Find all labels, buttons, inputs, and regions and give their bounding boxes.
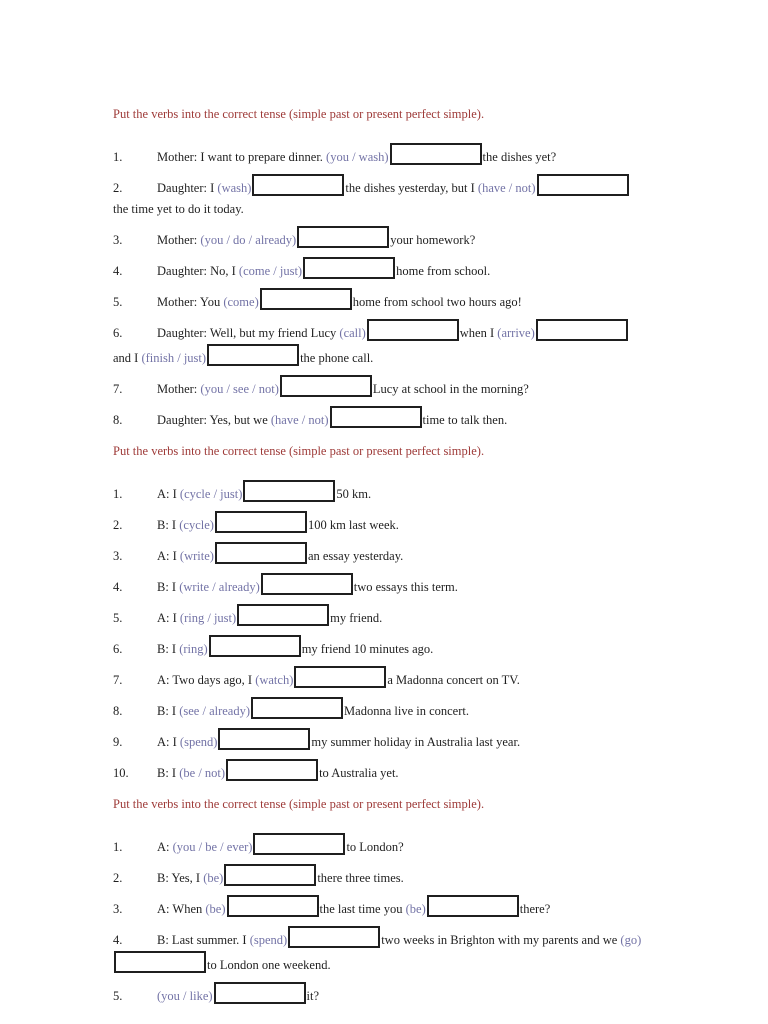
exercise-item xyxy=(113,511,698,536)
exercise-item xyxy=(113,728,698,753)
exercise-item xyxy=(113,542,698,567)
answer-blank[interactable] xyxy=(251,697,343,719)
item-text: A: I xyxy=(157,611,180,625)
item-number: 4. xyxy=(113,264,123,278)
item-number: 4. xyxy=(113,580,123,594)
verb-hint: (wash) xyxy=(217,181,252,195)
item-text: B: I xyxy=(157,704,180,718)
item-text: A: When xyxy=(157,902,206,916)
verb-hint: (be / not) xyxy=(179,766,226,780)
item-number: 6. xyxy=(113,326,123,340)
exercise-item xyxy=(113,480,698,505)
item-text: Daughter: No, I xyxy=(157,264,239,278)
item-text: home from school. xyxy=(396,264,491,278)
answer-blank[interactable] xyxy=(536,319,628,341)
item-number: 9. xyxy=(113,735,123,749)
item-text: the time yet to do it today. xyxy=(113,202,244,216)
item-text: two weeks in Brighton with my parents and we xyxy=(381,933,621,947)
answer-blank[interactable] xyxy=(237,604,329,626)
item-number: 5. xyxy=(113,295,123,309)
exercise-item xyxy=(113,573,698,598)
exercise-item xyxy=(113,864,698,889)
verb-hint: (write) xyxy=(179,549,214,563)
verb-hint: (cycle / just) xyxy=(179,487,243,501)
item-number: 7. xyxy=(113,382,123,396)
item-text: home from school two hours ago! xyxy=(352,295,522,309)
item-text: an essay yesterday. xyxy=(307,549,404,563)
verb-hint: (spend) xyxy=(179,735,218,749)
verb-hint: (ring) xyxy=(179,642,208,656)
item-number: 5. xyxy=(113,989,123,1003)
verb-hint: (you / do / already) xyxy=(200,233,297,247)
item-number: 10. xyxy=(113,766,129,780)
verb-hint: (be) xyxy=(405,902,426,916)
item-number: 8. xyxy=(113,413,123,427)
item-number: 7. xyxy=(113,673,123,687)
item-text: there three times. xyxy=(317,871,404,885)
item-text: A: xyxy=(157,840,173,854)
item-text: B: Yes, I xyxy=(157,871,204,885)
answer-blank[interactable] xyxy=(218,728,310,750)
item-text: B: I xyxy=(157,580,180,594)
item-text: B: I xyxy=(157,518,180,532)
verb-hint: (be) xyxy=(203,871,224,885)
item-text: and I xyxy=(113,351,142,365)
answer-blank[interactable] xyxy=(207,344,299,366)
item-text: Madonna live in concert. xyxy=(344,704,469,718)
item-text: A: I xyxy=(157,549,180,563)
exercise-item xyxy=(113,635,698,660)
item-text: it? xyxy=(306,989,320,1003)
exercise-item xyxy=(113,406,698,431)
item-text: Mother: I want to prepare dinner. xyxy=(157,150,327,164)
item-text: A: Two days ago, I xyxy=(157,673,256,687)
item-text: A: I xyxy=(157,735,180,749)
item-text: to London? xyxy=(346,840,404,854)
answer-blank[interactable] xyxy=(427,895,519,917)
worksheet-content xyxy=(113,104,698,1013)
answer-blank[interactable] xyxy=(215,511,307,533)
exercise-item xyxy=(113,666,698,691)
item-text: when I xyxy=(459,326,498,340)
item-text: two essays this term. xyxy=(353,580,458,594)
answer-blank[interactable] xyxy=(224,864,316,886)
item-text: B: Last summer. I xyxy=(157,933,250,947)
answer-blank[interactable] xyxy=(114,951,206,973)
exercise-item xyxy=(113,319,698,369)
item-text: B: I xyxy=(157,642,180,656)
item-text: the dishes yesterday, but I xyxy=(345,181,478,195)
exercise-item xyxy=(113,697,698,722)
answer-blank[interactable] xyxy=(214,982,306,1004)
exercise-item xyxy=(113,288,698,313)
item-text: time to talk then. xyxy=(422,413,508,427)
item-text: Daughter: I xyxy=(157,181,218,195)
exercise-instructions: Put the verbs into the correct tense (simple past or present perfect simple). xyxy=(113,444,485,458)
answer-blank[interactable] xyxy=(537,174,629,196)
item-text: there? xyxy=(519,902,551,916)
exercise-item xyxy=(113,174,698,220)
exercise-section xyxy=(113,794,698,1007)
verb-hint: (see / already) xyxy=(179,704,251,718)
item-text: Daughter: Well, but my friend Lucy xyxy=(157,326,340,340)
answer-blank[interactable] xyxy=(243,480,335,502)
item-text: the last time you xyxy=(319,902,406,916)
answer-blank[interactable] xyxy=(390,143,482,165)
item-number: 1. xyxy=(113,487,123,501)
exercise-item xyxy=(113,257,698,282)
verb-hint: (spend) xyxy=(249,933,288,947)
verb-hint: (write / already) xyxy=(179,580,260,594)
answer-blank[interactable] xyxy=(297,226,389,248)
item-text: A: I xyxy=(157,487,180,501)
item-number: 3. xyxy=(113,902,123,916)
item-text: my friend 10 minutes ago. xyxy=(301,642,434,656)
answer-blank[interactable] xyxy=(253,833,345,855)
item-text: the phone call. xyxy=(300,351,374,365)
answer-blank[interactable] xyxy=(288,926,380,948)
item-number: 3. xyxy=(113,549,123,563)
item-number: 2. xyxy=(113,518,123,532)
item-number: 3. xyxy=(113,233,123,247)
item-text: 100 km last week. xyxy=(307,518,399,532)
item-number: 5. xyxy=(113,611,123,625)
exercise-item xyxy=(113,226,698,251)
exercise-item xyxy=(113,833,698,858)
exercise-instructions: Put the verbs into the correct tense (simple past or present perfect simple). xyxy=(113,107,485,121)
answer-blank[interactable] xyxy=(367,319,459,341)
exercise-item xyxy=(113,375,698,400)
verb-hint: (ring / just) xyxy=(179,611,237,625)
answer-blank[interactable] xyxy=(215,542,307,564)
verb-hint: (you / wash) xyxy=(326,150,389,164)
exercise-item xyxy=(113,143,698,168)
item-text: Daughter: Yes, but we xyxy=(157,413,271,427)
item-number: 8. xyxy=(113,704,123,718)
item-text: my summer holiday in Australia last year. xyxy=(311,735,521,749)
answer-blank[interactable] xyxy=(252,174,344,196)
verb-hint: (have / not) xyxy=(270,413,329,427)
exercise-section xyxy=(113,104,698,431)
answer-blank[interactable] xyxy=(280,375,372,397)
verb-hint: (cycle) xyxy=(179,518,214,532)
verb-hint: (you / like) xyxy=(157,989,213,1003)
answer-blank[interactable] xyxy=(294,666,386,688)
verb-hint: (come / just) xyxy=(238,264,303,278)
answer-blank[interactable] xyxy=(209,635,301,657)
item-text: a Madonna concert on TV. xyxy=(387,673,520,687)
answer-blank[interactable] xyxy=(303,257,395,279)
item-text: Mother: You xyxy=(157,295,224,309)
item-number: 1. xyxy=(113,840,123,854)
answer-blank[interactable] xyxy=(226,759,318,781)
item-number: 2. xyxy=(113,181,123,195)
item-number: 6. xyxy=(113,642,123,656)
item-text: Lucy at school in the morning? xyxy=(372,382,529,396)
exercise-instructions: Put the verbs into the correct tense (simple past or present perfect simple). xyxy=(113,797,485,811)
answer-blank[interactable] xyxy=(260,288,352,310)
item-number: 1. xyxy=(113,150,123,164)
verb-hint: (call) xyxy=(339,326,366,340)
verb-hint: (watch) xyxy=(255,673,294,687)
verb-hint: (you / be / ever) xyxy=(172,840,253,854)
verb-hint: (finish / just) xyxy=(141,351,207,365)
answer-blank[interactable] xyxy=(330,406,422,428)
verb-hint: (you / see / not) xyxy=(200,382,279,396)
exercise-item xyxy=(113,895,698,920)
item-text: 50 km. xyxy=(336,487,372,501)
item-text: to London one weekend. xyxy=(207,958,331,972)
item-text: your homework? xyxy=(390,233,476,247)
answer-blank[interactable] xyxy=(227,895,319,917)
item-text: B: I xyxy=(157,766,180,780)
exercise-section xyxy=(113,441,698,784)
item-text: to Australia yet. xyxy=(319,766,399,780)
verb-hint: (arrive) xyxy=(497,326,535,340)
verb-hint: (be) xyxy=(205,902,226,916)
exercise-item xyxy=(113,982,698,1007)
verb-hint: (have / not) xyxy=(477,181,536,195)
item-text: Mother: xyxy=(157,233,201,247)
item-text: the dishes yet? xyxy=(482,150,557,164)
item-text: Mother: xyxy=(157,382,201,396)
item-number: 2. xyxy=(113,871,123,885)
verb-hint: (go) xyxy=(620,933,642,947)
item-text: my friend. xyxy=(330,611,383,625)
exercise-item xyxy=(113,926,698,976)
exercise-item xyxy=(113,759,698,784)
exercise-item xyxy=(113,604,698,629)
verb-hint: (come) xyxy=(223,295,259,309)
item-number: 4. xyxy=(113,933,123,947)
answer-blank[interactable] xyxy=(261,573,353,595)
